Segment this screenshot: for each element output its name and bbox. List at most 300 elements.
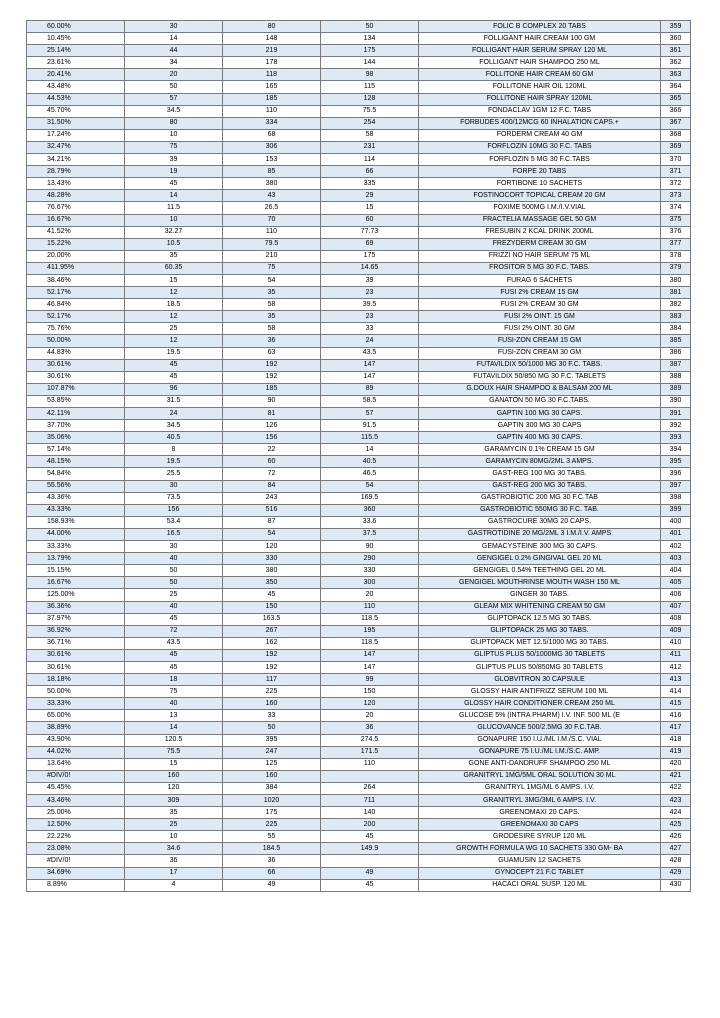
table-row — [27, 879, 691, 891]
row-number-cell: 363 — [661, 69, 691, 81]
product-name-cell: GLEAM MIX WHITENING CREAM 50 GM — [419, 601, 661, 613]
row-number-cell: 399 — [661, 504, 691, 516]
selling-price-cell: 185 — [223, 93, 321, 105]
margin-percent-cell: 35.06% — [27, 432, 125, 444]
selling-price-cell: 43 — [223, 190, 321, 202]
cost-price-cell: 20 — [321, 589, 419, 601]
product-name-cell: FOLLITONE HAIR OIL 120ML — [419, 81, 661, 93]
profit-cell: 75.5 — [125, 746, 223, 758]
profit-cell: 45 — [125, 661, 223, 673]
profit-cell: 10 — [125, 831, 223, 843]
table-row — [27, 214, 691, 226]
product-name-cell: FOLLIGANT HAIR SERUM SPRAY 120 ML — [419, 45, 661, 57]
table-row — [27, 287, 691, 299]
margin-percent-cell: 23.61% — [27, 57, 125, 69]
table-row — [27, 81, 691, 93]
product-name-cell: FORPE 20 TABS — [419, 166, 661, 178]
margin-percent-cell: 57.14% — [27, 444, 125, 456]
row-number-cell: 411 — [661, 649, 691, 661]
margin-percent-cell: 107.87% — [27, 383, 125, 395]
profit-cell: 8 — [125, 444, 223, 456]
row-number-cell: 386 — [661, 347, 691, 359]
product-name-cell: FOLLIGANT HAIR SHAMPOO 250 ML — [419, 57, 661, 69]
selling-price-cell: 63 — [223, 347, 321, 359]
selling-price-cell: 33 — [223, 710, 321, 722]
table-row — [27, 226, 691, 238]
margin-percent-cell: 30.61% — [27, 359, 125, 371]
selling-price-cell: 36 — [223, 855, 321, 867]
profit-cell: 4 — [125, 879, 223, 891]
row-number-cell: 398 — [661, 492, 691, 504]
profit-cell: 24 — [125, 408, 223, 420]
selling-price-cell: 60 — [223, 456, 321, 468]
margin-percent-cell: 23.08% — [27, 843, 125, 855]
margin-percent-cell: 22.22% — [27, 831, 125, 843]
profit-cell: 60.35 — [125, 262, 223, 274]
selling-price-cell: 85 — [223, 166, 321, 178]
selling-price-cell: 380 — [223, 178, 321, 190]
product-name-cell: GARAMYCIN 0.1% CREAM 15 GM — [419, 444, 661, 456]
row-number-cell: 408 — [661, 613, 691, 625]
cost-price-cell: 33.6 — [321, 516, 419, 528]
row-number-cell: 370 — [661, 154, 691, 166]
product-name-cell: FORBUDES 400/12MCG 60 INHALATION CAPS.+ — [419, 117, 661, 129]
product-name-cell: GEMACYSTEINE 300 MG 30 CAPS. — [419, 541, 661, 553]
selling-price-cell: 192 — [223, 359, 321, 371]
margin-percent-cell: 55.56% — [27, 480, 125, 492]
row-number-cell: 377 — [661, 238, 691, 250]
cost-price-cell: 54 — [321, 480, 419, 492]
product-name-cell: GLIPTUS PLUS 50/850MG 30 TABLETS — [419, 661, 661, 673]
profit-cell: 45 — [125, 613, 223, 625]
product-name-cell: GLIPTOPACK 12.5 MG 30 TABS. — [419, 613, 661, 625]
product-name-cell: FRESUBIN 2 KCAL DRINK 200ML — [419, 226, 661, 238]
cost-price-cell: 14 — [321, 444, 419, 456]
product-name-cell: GENGIGEL 0.2% GINGIVAL GEL 20 ML — [419, 553, 661, 565]
product-name-cell: GASTROBIOTIC 200 MG 30 F.C.TAB — [419, 492, 661, 504]
profit-cell: 160 — [125, 770, 223, 782]
selling-price-cell: 90 — [223, 395, 321, 407]
row-number-cell: 424 — [661, 807, 691, 819]
profit-cell: 80 — [125, 117, 223, 129]
product-name-cell: FOLIC B COMPLEX 20 TABS — [419, 21, 661, 33]
selling-price-cell: 163.5 — [223, 613, 321, 625]
margin-percent-cell: 25.00% — [27, 807, 125, 819]
product-name-cell: FROSITOR 5 MG 30 F.C. TABS. — [419, 262, 661, 274]
margin-percent-cell: 10.45% — [27, 33, 125, 45]
cost-price-cell: 254 — [321, 117, 419, 129]
selling-price-cell: 45 — [223, 589, 321, 601]
profit-cell: 40 — [125, 698, 223, 710]
row-number-cell: 418 — [661, 734, 691, 746]
table-row — [27, 93, 691, 105]
selling-price-cell: 79.5 — [223, 238, 321, 250]
selling-price-cell: 75 — [223, 262, 321, 274]
profit-cell: 20 — [125, 69, 223, 81]
row-number-cell: 382 — [661, 299, 691, 311]
row-number-cell: 421 — [661, 770, 691, 782]
cost-price-cell: 290 — [321, 553, 419, 565]
table-row — [27, 734, 691, 746]
row-number-cell: 361 — [661, 45, 691, 57]
profit-cell: 75 — [125, 686, 223, 698]
product-name-cell: FUSI 2% CREAM 15 GM — [419, 287, 661, 299]
selling-price-cell: 54 — [223, 528, 321, 540]
row-number-cell: 391 — [661, 408, 691, 420]
selling-price-cell: 184.5 — [223, 843, 321, 855]
table-row — [27, 795, 691, 807]
table-row — [27, 141, 691, 153]
profit-cell: 10 — [125, 129, 223, 141]
profit-cell: 57 — [125, 93, 223, 105]
table-row — [27, 154, 691, 166]
row-number-cell: 427 — [661, 843, 691, 855]
row-number-cell: 372 — [661, 178, 691, 190]
selling-price-cell: 247 — [223, 746, 321, 758]
row-number-cell: 400 — [661, 516, 691, 528]
profit-cell: 34.6 — [125, 843, 223, 855]
selling-price-cell: 35 — [223, 311, 321, 323]
selling-price-cell: 1020 — [223, 795, 321, 807]
margin-percent-cell: 53.85% — [27, 395, 125, 407]
product-name-cell: GREENOMAXI 20 CAPS. — [419, 807, 661, 819]
profit-cell: 25 — [125, 323, 223, 335]
selling-price-cell: 162 — [223, 637, 321, 649]
table-row — [27, 395, 691, 407]
product-name-cell: GLIPTOPACK 25 MG 30 TABS. — [419, 625, 661, 637]
profit-cell: 50 — [125, 565, 223, 577]
cost-price-cell: 169.5 — [321, 492, 419, 504]
selling-price-cell: 87 — [223, 516, 321, 528]
table-row — [27, 782, 691, 794]
cost-price-cell — [321, 855, 419, 867]
cost-price-cell: 110 — [321, 601, 419, 613]
selling-price-cell: 110 — [223, 105, 321, 117]
cost-price-cell: 75.5 — [321, 105, 419, 117]
margin-percent-cell: 30.61% — [27, 661, 125, 673]
row-number-cell: 428 — [661, 855, 691, 867]
cost-price-cell: 147 — [321, 661, 419, 673]
margin-percent-cell: 43.90% — [27, 734, 125, 746]
margin-percent-cell: 41.52% — [27, 226, 125, 238]
table-row — [27, 649, 691, 661]
profit-cell: 30 — [125, 480, 223, 492]
margin-percent-cell: 38.89% — [27, 722, 125, 734]
row-number-cell: 375 — [661, 214, 691, 226]
selling-price-cell: 380 — [223, 565, 321, 577]
table-row — [27, 347, 691, 359]
selling-price-cell: 160 — [223, 770, 321, 782]
margin-percent-cell: 43.48% — [27, 81, 125, 93]
profit-cell: 18.5 — [125, 299, 223, 311]
selling-price-cell: 306 — [223, 141, 321, 153]
profit-cell: 12 — [125, 335, 223, 347]
table-row — [27, 444, 691, 456]
profit-cell: 34.5 — [125, 105, 223, 117]
cost-price-cell: 175 — [321, 45, 419, 57]
margin-percent-cell: 34.69% — [27, 867, 125, 879]
product-name-cell: GYNOCEPT 21 F.C TABLET — [419, 867, 661, 879]
cost-price-cell: 37.5 — [321, 528, 419, 540]
margin-percent-cell: 25.14% — [27, 45, 125, 57]
product-name-cell: GENGIGEL 0.54% TEETHING GEL 20 ML — [419, 565, 661, 577]
cost-price-cell: 14.65 — [321, 262, 419, 274]
table-row — [27, 625, 691, 637]
selling-price-cell: 120 — [223, 541, 321, 553]
product-name-cell: GASTROTIDINE 20 MG/2ML 3 I.M./I.V. AMPS — [419, 528, 661, 540]
selling-price-cell: 153 — [223, 154, 321, 166]
cost-price-cell: 120 — [321, 698, 419, 710]
row-number-cell: 365 — [661, 93, 691, 105]
profit-cell: 16.5 — [125, 528, 223, 540]
margin-percent-cell: 46.84% — [27, 299, 125, 311]
table-row — [27, 190, 691, 202]
margin-percent-cell: 36.36% — [27, 601, 125, 613]
table-row — [27, 335, 691, 347]
product-name-cell: FORFLOZIN 5 MG 30 F.C.TABS — [419, 154, 661, 166]
selling-price-cell: 70 — [223, 214, 321, 226]
product-name-cell: GLOBVITRON 30 CAPSULE — [419, 674, 661, 686]
table-row — [27, 480, 691, 492]
cost-price-cell: 77.73 — [321, 226, 419, 238]
row-number-cell: 383 — [661, 311, 691, 323]
table-row — [27, 661, 691, 673]
cost-price-cell: 20 — [321, 710, 419, 722]
margin-percent-cell: 44.00% — [27, 528, 125, 540]
table-row — [27, 250, 691, 262]
margin-percent-cell: 13.64% — [27, 758, 125, 770]
table-row — [27, 117, 691, 129]
row-number-cell: 423 — [661, 795, 691, 807]
margin-percent-cell: 38.46% — [27, 274, 125, 286]
table-row — [27, 383, 691, 395]
profit-cell: 45 — [125, 178, 223, 190]
cost-price-cell: 144 — [321, 57, 419, 69]
cost-price-cell: 195 — [321, 625, 419, 637]
margin-percent-cell: 50.00% — [27, 686, 125, 698]
product-name-cell: GLIPTOPACK MET 12.5/1000 MG 30 TABS. — [419, 637, 661, 649]
profit-cell: 13 — [125, 710, 223, 722]
product-name-cell: GROWTH FORMULA WG 10 SACHETS 330 GM- BA — [419, 843, 661, 855]
cost-price-cell: 149.9 — [321, 843, 419, 855]
profit-cell: 96 — [125, 383, 223, 395]
row-number-cell: 394 — [661, 444, 691, 456]
product-name-cell: GANATON 50 MG 30 F.C.TABS. — [419, 395, 661, 407]
cost-price-cell: 50 — [321, 21, 419, 33]
profit-cell: 120.5 — [125, 734, 223, 746]
profit-cell: 19.5 — [125, 456, 223, 468]
profit-cell: 34.5 — [125, 420, 223, 432]
cost-price-cell: 98 — [321, 69, 419, 81]
selling-price-cell: 178 — [223, 57, 321, 69]
row-number-cell: 368 — [661, 129, 691, 141]
table-row — [27, 432, 691, 444]
table-row — [27, 710, 691, 722]
cost-price-cell: 24 — [321, 335, 419, 347]
row-number-cell: 430 — [661, 879, 691, 891]
row-number-cell: 390 — [661, 395, 691, 407]
table-row — [27, 589, 691, 601]
product-name-cell: GONAPURE 75 I.U./ML I.M./S.C. AMP. — [419, 746, 661, 758]
table-row — [27, 565, 691, 577]
margin-percent-cell: 43.36% — [27, 492, 125, 504]
profit-cell: 73.5 — [125, 492, 223, 504]
selling-price-cell: 58 — [223, 323, 321, 335]
cost-price-cell: 118.5 — [321, 637, 419, 649]
margin-percent-cell: 43.33% — [27, 504, 125, 516]
profit-cell: 40 — [125, 601, 223, 613]
product-name-cell: FOXIME 500MG I.M./I.V.VIAL — [419, 202, 661, 214]
selling-price-cell: 516 — [223, 504, 321, 516]
row-number-cell: 405 — [661, 577, 691, 589]
margin-percent-cell: 60.00% — [27, 21, 125, 33]
row-number-cell: 420 — [661, 758, 691, 770]
profit-cell: 11.5 — [125, 202, 223, 214]
table-row — [27, 831, 691, 843]
profit-cell: 45 — [125, 371, 223, 383]
selling-price-cell: 243 — [223, 492, 321, 504]
table-row — [27, 323, 691, 335]
margin-percent-cell: 12.50% — [27, 819, 125, 831]
row-number-cell: 396 — [661, 468, 691, 480]
table-row — [27, 262, 691, 274]
row-number-cell: 429 — [661, 867, 691, 879]
row-number-cell: 401 — [661, 528, 691, 540]
cost-price-cell: 39 — [321, 274, 419, 286]
table-row — [27, 722, 691, 734]
table-row — [27, 371, 691, 383]
table-row — [27, 129, 691, 141]
table-row — [27, 202, 691, 214]
margin-percent-cell: 33.33% — [27, 541, 125, 553]
table-row — [27, 528, 691, 540]
selling-price-cell: 192 — [223, 649, 321, 661]
margin-percent-cell: 15.15% — [27, 565, 125, 577]
selling-price-cell: 219 — [223, 45, 321, 57]
margin-percent-cell: 50.00% — [27, 335, 125, 347]
profit-cell: 25 — [125, 589, 223, 601]
table-row — [27, 686, 691, 698]
product-name-cell: GRODESIRE SYRUP 120 ML — [419, 831, 661, 843]
selling-price-cell: 185 — [223, 383, 321, 395]
profit-cell: 25 — [125, 819, 223, 831]
margin-percent-cell: 125.00% — [27, 589, 125, 601]
profit-cell: 14 — [125, 722, 223, 734]
selling-price-cell: 150 — [223, 601, 321, 613]
product-name-cell: GRANITRYL 1MG/5ML ORAL SOLUTION 30 ML — [419, 770, 661, 782]
product-name-cell: GLOSSY HAIR CONDITIONER CREAM 250 ML — [419, 698, 661, 710]
selling-price-cell: 210 — [223, 250, 321, 262]
row-number-cell: 360 — [661, 33, 691, 45]
product-name-cell: HACACI ORAL SUSP. 120 ML — [419, 879, 661, 891]
profit-cell: 30 — [125, 21, 223, 33]
row-number-cell: 419 — [661, 746, 691, 758]
table-row — [27, 311, 691, 323]
margin-percent-cell: 45.70% — [27, 105, 125, 117]
selling-price-cell: 160 — [223, 698, 321, 710]
selling-price-cell: 225 — [223, 686, 321, 698]
profit-cell: 35 — [125, 250, 223, 262]
row-number-cell: 412 — [661, 661, 691, 673]
product-name-cell: GAPTIN 300 MG 30 CAPS — [419, 420, 661, 432]
table-row — [27, 45, 691, 57]
row-number-cell: 407 — [661, 601, 691, 613]
profit-cell: 18 — [125, 674, 223, 686]
product-name-cell: GENGIGEL MOUTHRINSE MOUTH WASH 150 ML — [419, 577, 661, 589]
cost-price-cell: 66 — [321, 166, 419, 178]
selling-price-cell: 192 — [223, 371, 321, 383]
cost-price-cell: 175 — [321, 250, 419, 262]
selling-price-cell: 35 — [223, 287, 321, 299]
row-number-cell: 402 — [661, 541, 691, 553]
cost-price-cell: 36 — [321, 722, 419, 734]
row-number-cell: 366 — [661, 105, 691, 117]
selling-price-cell: 26.5 — [223, 202, 321, 214]
margin-percent-cell: 36.92% — [27, 625, 125, 637]
margin-percent-cell: 48.15% — [27, 456, 125, 468]
margin-percent-cell: #DIV/0! — [27, 770, 125, 782]
cost-price-cell: 115.5 — [321, 432, 419, 444]
row-number-cell: 414 — [661, 686, 691, 698]
margin-percent-cell: 30.61% — [27, 649, 125, 661]
product-name-cell: GLUCOSE 5% (INTRA PHARM) I.V. INF. 500 ML (E — [419, 710, 661, 722]
margin-percent-cell: 13.79% — [27, 553, 125, 565]
cost-price-cell: 150 — [321, 686, 419, 698]
profit-cell: 12 — [125, 287, 223, 299]
cost-price-cell: 711 — [321, 795, 419, 807]
selling-price-cell: 72 — [223, 468, 321, 480]
cost-price-cell: 335 — [321, 178, 419, 190]
product-name-cell: GUAMUSIN 12 SACHETS — [419, 855, 661, 867]
row-number-cell: 404 — [661, 565, 691, 577]
row-number-cell: 384 — [661, 323, 691, 335]
selling-price-cell: 80 — [223, 21, 321, 33]
table-row — [27, 807, 691, 819]
margin-percent-cell: 52.17% — [27, 287, 125, 299]
product-name-cell: FORFLOZIN 10MG 30 F.C. TABS — [419, 141, 661, 153]
product-name-cell: FUSI 2% OINT. 15 GM — [419, 311, 661, 323]
cost-price-cell: 128 — [321, 93, 419, 105]
product-name-cell: FUSI-ZON CREAM 15 GM — [419, 335, 661, 347]
selling-price-cell: 192 — [223, 661, 321, 673]
cost-price-cell: 39.5 — [321, 299, 419, 311]
profit-cell: 32.27 — [125, 226, 223, 238]
profit-cell: 45 — [125, 359, 223, 371]
product-name-cell: GLOSSY HAIR ANTIFRIZZ SERUM 100 ML — [419, 686, 661, 698]
product-name-cell: GRANITRYL 1MG/ML 6 AMPS. I.V. — [419, 782, 661, 794]
table-row — [27, 492, 691, 504]
cost-price-cell: 89 — [321, 383, 419, 395]
row-number-cell: 371 — [661, 166, 691, 178]
row-number-cell: 374 — [661, 202, 691, 214]
profit-cell: 35 — [125, 807, 223, 819]
cost-price-cell: 23 — [321, 287, 419, 299]
profit-cell: 25.5 — [125, 468, 223, 480]
product-name-cell: FONDACLAV 1GM 12 F.C. TABS — [419, 105, 661, 117]
margin-percent-cell: 43.46% — [27, 795, 125, 807]
table-row — [27, 843, 691, 855]
row-number-cell: 381 — [661, 287, 691, 299]
margin-percent-cell: 44.02% — [27, 746, 125, 758]
row-number-cell: 362 — [661, 57, 691, 69]
product-name-cell: GINGER 30 TABS. — [419, 589, 661, 601]
selling-price-cell: 118 — [223, 69, 321, 81]
product-name-cell: GONE ANTI-DANDRUFF SHAMPOO 250 ML — [419, 758, 661, 770]
profit-cell: 43.5 — [125, 637, 223, 649]
cost-price-cell: 118.5 — [321, 613, 419, 625]
table-row — [27, 57, 691, 69]
table-row — [27, 553, 691, 565]
